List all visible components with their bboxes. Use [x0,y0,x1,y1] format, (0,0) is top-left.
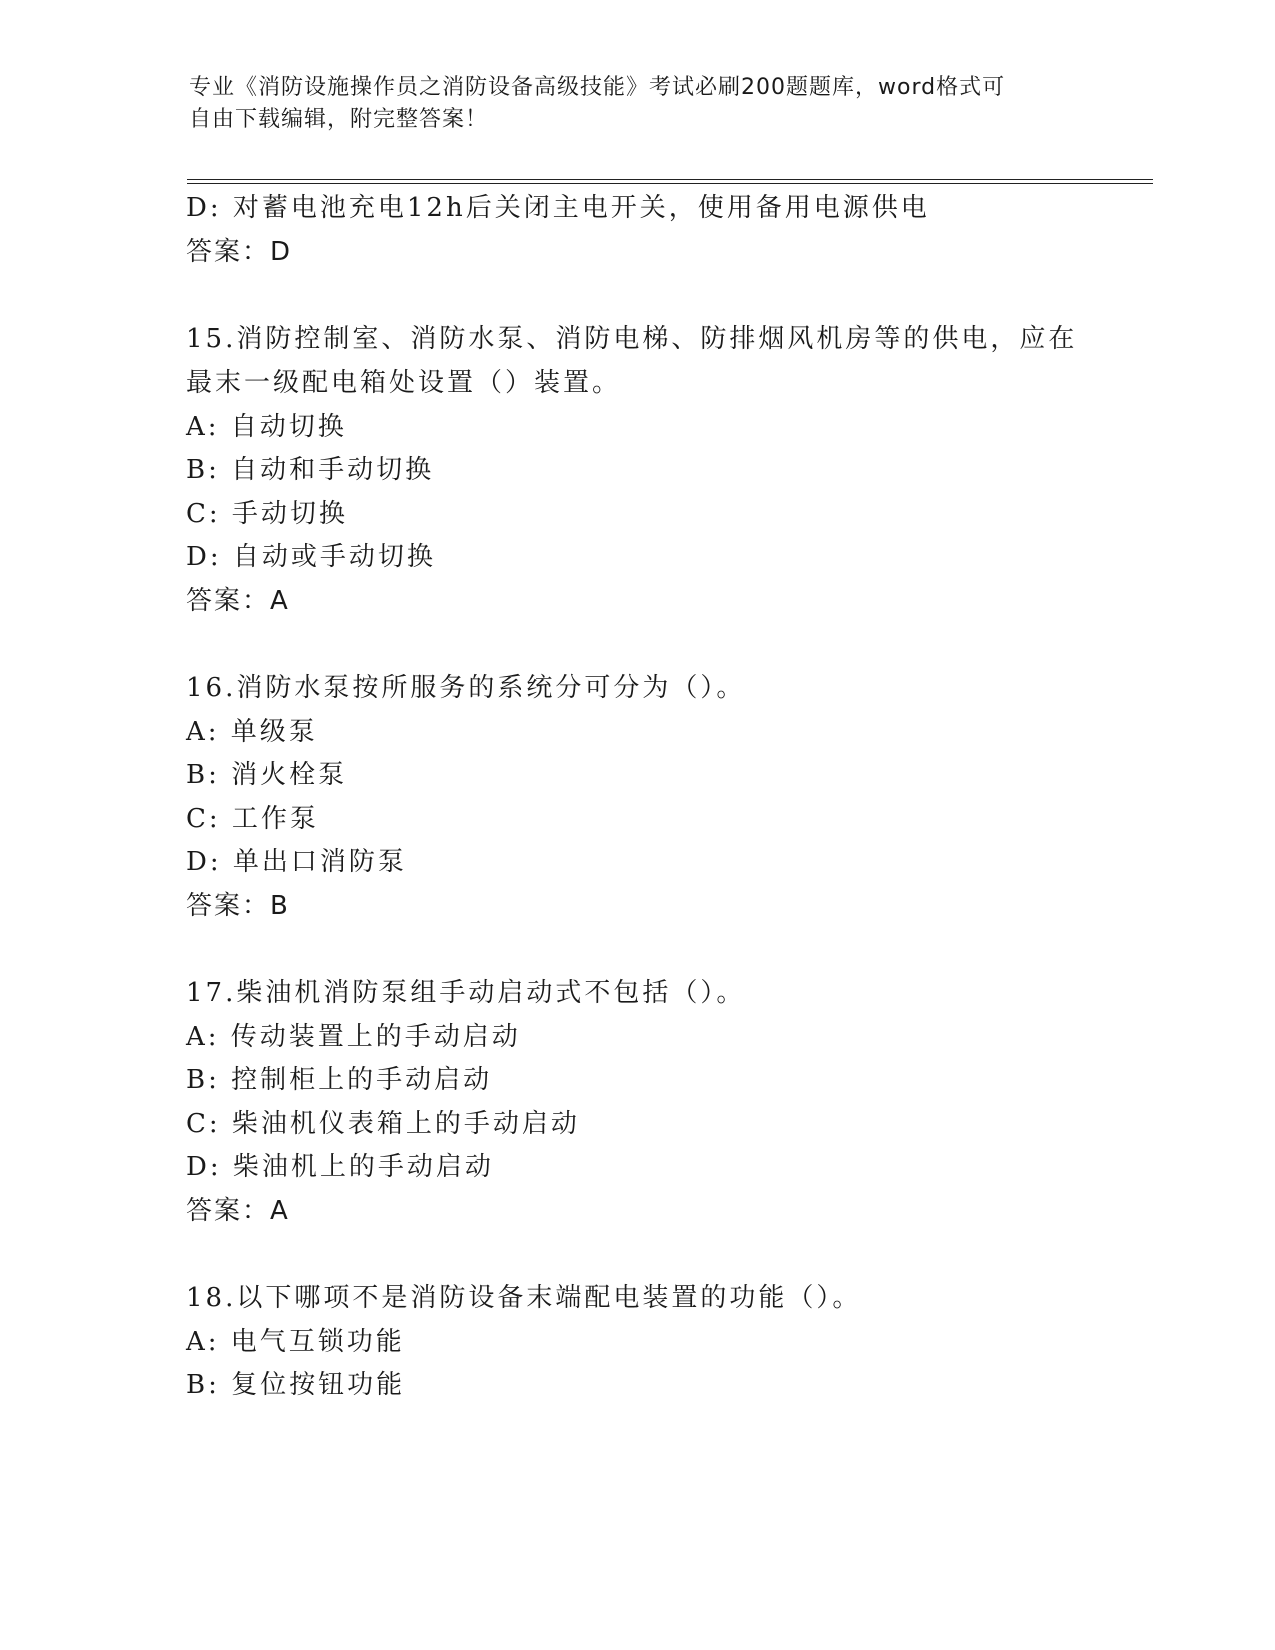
question-16-option-c: C: 工作泵 [186,804,319,834]
question-18-option-b: B: 复位按钮功能 [186,1370,406,1400]
question-15-option-c: C: 手动切换 [186,499,348,529]
question-15-answer: 答案：A [186,586,290,616]
question-17-option-b: B: 控制柜上的手动启动 [186,1065,493,1095]
question-16-stem: 16.消防水泵按所服务的系统分可分为（）。 [186,673,746,703]
header-rule-bottom [187,183,1153,184]
question-17-option-c: C: 柴油机仪表箱上的手动启动 [186,1109,580,1139]
question-17-option-d: D: 柴油机上的手动启动 [186,1152,494,1182]
question-16-answer: 答案：B [186,891,290,921]
question-17-stem: 17.柴油机消防泵组手动启动式不包括（）。 [186,978,746,1008]
question-17-option-a: A: 传动装置上的手动启动 [186,1022,521,1052]
question-15-option-a: A: 自动切换 [186,412,347,442]
question-15-stem: 15.消防控制室、消防水泵、消防电梯、防排烟风机房等的供电，应在 [186,324,1078,354]
question-18-stem: 18.以下哪项不是消防设备末端配电装置的功能（）。 [186,1283,862,1313]
prev-question-option-d: D: 对蓄电池充电12h后关闭主电开关，使用备用电源供电 [186,193,930,223]
header-rule-top [187,179,1153,180]
question-16-option-a: A: 单级泵 [186,717,318,747]
header-line-2: 自由下载编辑，附完整答案！ [189,107,489,132]
prev-question-answer: 答案：D [186,237,293,267]
question-16-option-b: B: 消火栓泵 [186,760,348,790]
document-header [189,72,1089,136]
question-15-option-d: D: 自动或手动切换 [186,542,436,572]
question-15-stem-cont: 最末一级配电箱处设置（）装置。 [186,368,622,398]
question-16-option-d: D: 单出口消防泵 [186,847,407,877]
header-line-1: 专业《消防设施操作员之消防设备高级技能》考试必刷200题题库，word格式可 [189,75,1006,100]
question-15-option-b: B: 自动和手动切换 [186,455,435,485]
question-17-answer: 答案：A [186,1196,290,1226]
question-18-option-a: A: 电气互锁功能 [186,1327,405,1357]
